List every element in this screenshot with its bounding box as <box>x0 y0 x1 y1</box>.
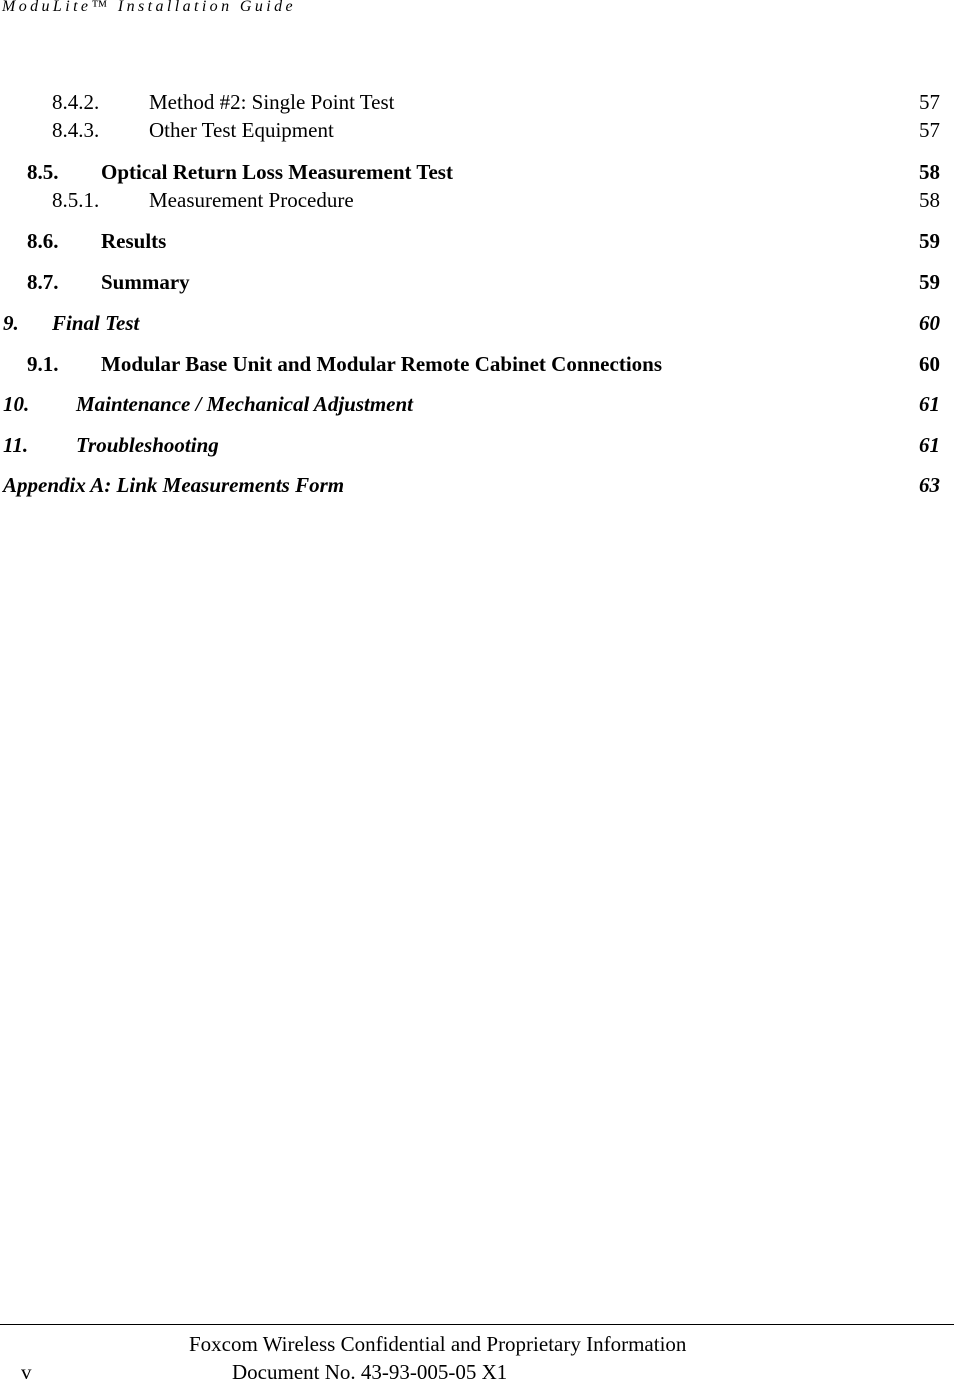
toc-page: 61 <box>919 433 940 457</box>
toc-entry[interactable] <box>0 390 940 418</box>
toc-page: 59 <box>919 229 940 253</box>
toc-page: 58 <box>919 160 940 184</box>
toc-number: 8.4.2. <box>52 90 100 114</box>
toc-entry[interactable] <box>0 116 940 144</box>
toc-number: 10. <box>3 392 30 416</box>
toc-number: 8.4.3. <box>52 118 100 142</box>
toc-entry[interactable] <box>0 431 940 459</box>
toc-page: 59 <box>919 270 940 294</box>
toc-entry[interactable] <box>0 309 940 337</box>
toc-number: 9. <box>3 311 19 335</box>
toc-entry[interactable] <box>0 350 940 378</box>
toc-page: 57 <box>919 90 940 114</box>
footer-document-number: Document No. 43-93-005-05 X1 <box>232 1360 508 1384</box>
toc-page: 57 <box>919 118 940 142</box>
footer-confidential: Foxcom Wireless Confidential and Proprietary Information <box>189 1332 687 1356</box>
toc-title: Final Test <box>52 311 140 335</box>
toc-page: 60 <box>919 352 940 376</box>
toc-entry[interactable] <box>0 471 940 499</box>
footer-page-number: v <box>21 1360 32 1384</box>
toc-title: Optical Return Loss Measurement Test <box>101 160 453 184</box>
toc-number: 8.6. <box>27 229 59 253</box>
toc-number: 8.5. <box>27 160 59 184</box>
toc-number: Appendix A: Link Measurements Form <box>3 473 345 497</box>
footer-divider <box>0 1324 954 1325</box>
toc-entry[interactable] <box>0 268 940 296</box>
toc-page: 61 <box>919 392 940 416</box>
toc-page: 60 <box>919 311 940 335</box>
toc-title: Method #2: Single Point Test <box>149 90 395 114</box>
toc-entry[interactable] <box>0 186 940 214</box>
toc-page: 63 <box>919 473 940 497</box>
toc-title: Other Test Equipment <box>149 118 334 142</box>
toc-title: Maintenance / Mechanical Adjustment <box>76 392 414 416</box>
toc-number: 9.1. <box>27 352 59 376</box>
toc-title: Measurement Procedure <box>149 188 354 212</box>
toc-entry[interactable] <box>0 227 940 255</box>
toc-title: Modular Base Unit and Modular Remote Cabinet Connections <box>101 352 663 376</box>
toc-title: Troubleshooting <box>76 433 219 457</box>
toc-number: 11. <box>3 433 29 457</box>
running-header: ModuLite™ Installation Guide <box>2 0 296 15</box>
toc-page: 58 <box>919 188 940 212</box>
toc-number: 8.5.1. <box>52 188 100 212</box>
toc-entry[interactable] <box>0 158 940 186</box>
toc-number: 8.7. <box>27 270 59 294</box>
toc-entry[interactable] <box>0 88 940 116</box>
toc-title: Summary <box>101 270 190 294</box>
toc-title: Results <box>101 229 167 253</box>
